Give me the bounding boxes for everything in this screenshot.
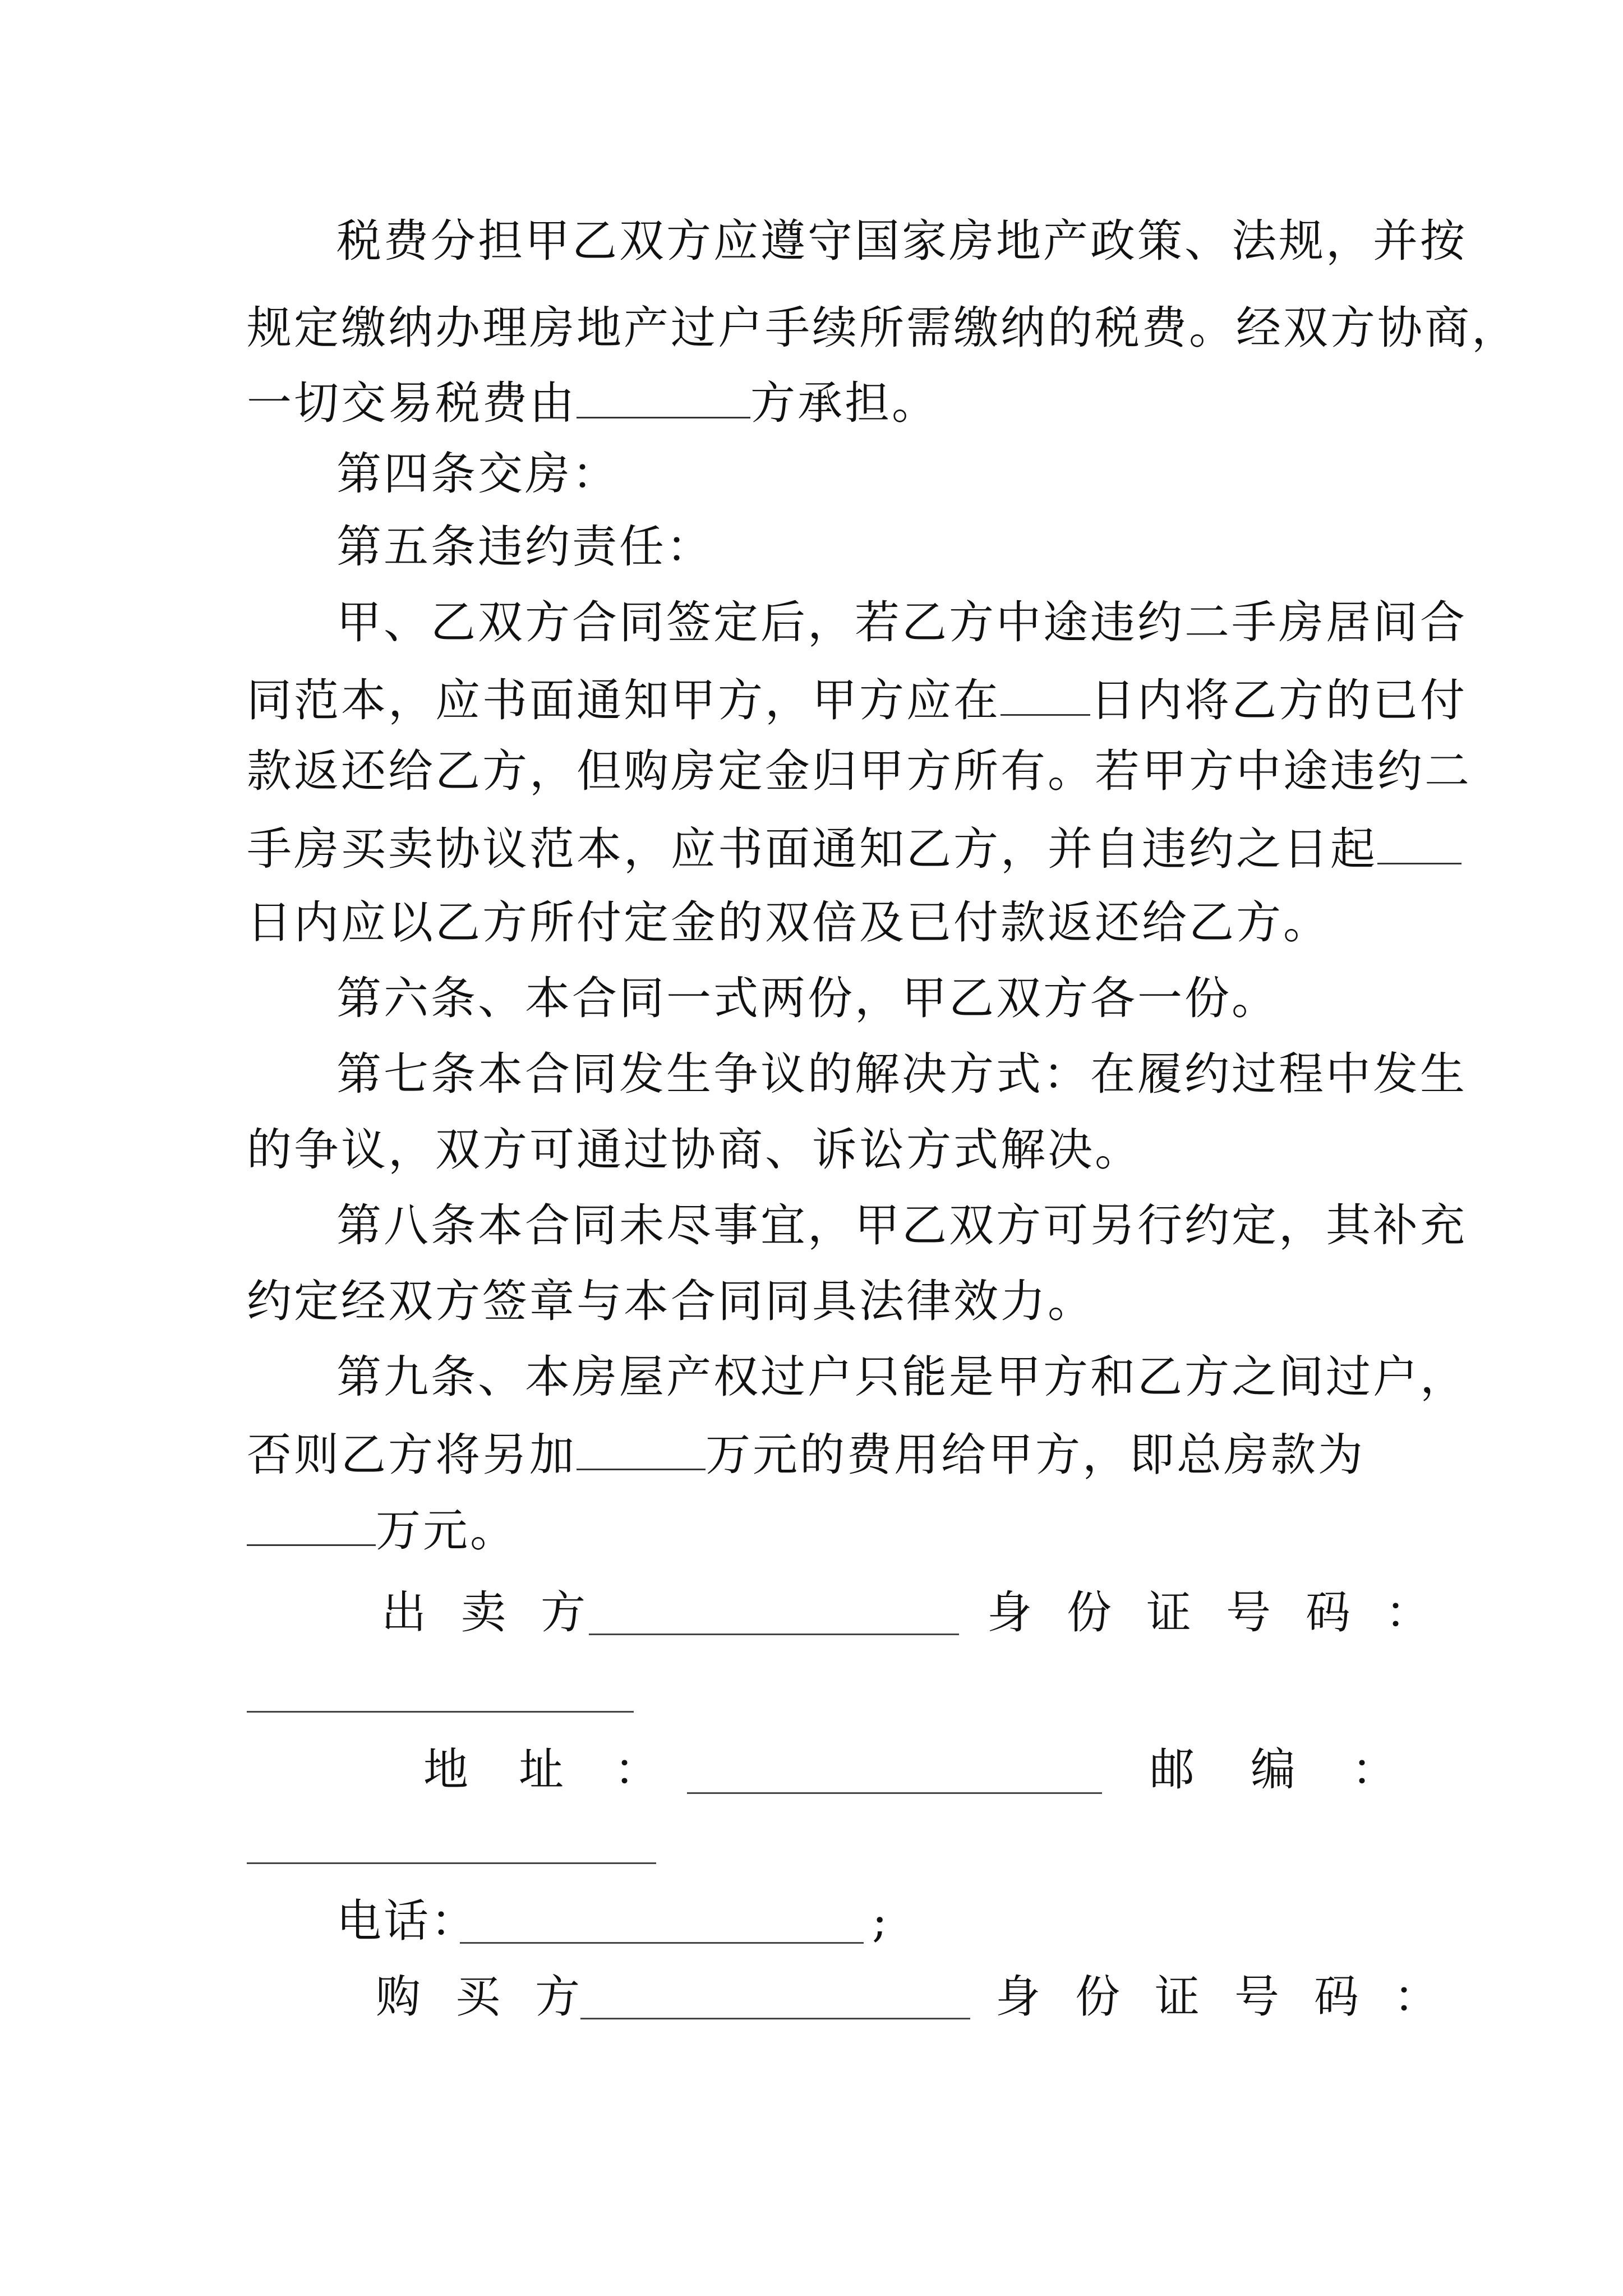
tax-paragraph-line-2: 规定缴纳办理房地产过户手续所需缴纳的税费。经双方协商， [247, 302, 1519, 354]
postcode-label: 邮编： [1150, 1743, 1453, 1796]
breach-text-post: 日内将乙方的已付 [1090, 674, 1467, 726]
article-9-line-3 [247, 1501, 517, 1559]
phone-field[interactable] [460, 1942, 864, 1944]
seller-id-field[interactable] [247, 1711, 634, 1713]
article-8-line-2: 约定经双方签章与本合同同具法律效力。 [247, 1275, 1095, 1327]
tax-paragraph-line-1: 税费分担甲乙双方应遵守国家房地产政策、法规，并按 [336, 215, 1467, 267]
article-4-heading: 第四条交房： [336, 448, 619, 500]
tax-paragraph-line-3 [247, 373, 939, 431]
phone-label: 电话： [336, 1895, 478, 1947]
tax-text-pre: 一切交易税费由 [247, 377, 577, 429]
double-refund-days-blank[interactable] [1377, 819, 1461, 864]
total-price-blank[interactable] [247, 1501, 376, 1546]
tax-party-blank[interactable] [577, 373, 750, 418]
article-9-text-end: 万元。 [376, 1504, 517, 1557]
breach-paragraph-line-2 [247, 670, 1467, 729]
breach-line-4-text: 手房买卖协议范本，应书面通知乙方，并自违约之日起 [247, 823, 1377, 875]
article-9-text-pre: 否则乙方将另加 [247, 1429, 577, 1481]
buyer-id-label: 身份证号码： [995, 1971, 1473, 2023]
breach-paragraph-line-4 [247, 819, 1461, 877]
extra-fee-blank[interactable] [577, 1425, 706, 1470]
buyer-label: 购买方 [376, 1971, 615, 2023]
article-7-line-1: 第七条本合同发生争议的解决方式：在履约过程中发生 [336, 1048, 1467, 1100]
article-9-line-2 [247, 1425, 1365, 1483]
article-8-line-1: 第八条本合同未尽事宜，甲乙双方可另行约定，其补充 [336, 1199, 1467, 1251]
tax-text-post: 方承担。 [750, 377, 939, 429]
article-6: 第六条、本合同一式两份，甲乙双方各一份。 [336, 972, 1279, 1024]
breach-paragraph-line-3: 款返还给乙方，但购房定金归甲方所有。若甲方中途违约二 [247, 745, 1472, 797]
address-label: 地址： [423, 1743, 709, 1796]
address-field[interactable] [687, 1792, 1102, 1794]
article-9-text-post: 万元的费用给甲方，即总房款为 [706, 1429, 1365, 1481]
buyer-name-field[interactable] [580, 2018, 970, 2019]
seller-label: 出卖方 [381, 1586, 620, 1639]
seller-name-field[interactable] [589, 1634, 959, 1635]
seller-id-label: 身份证号码： [987, 1586, 1465, 1639]
article-7-line-2: 的争议，双方可通过协商、诉讼方式解决。 [247, 1124, 1142, 1176]
article-9-line-1: 第九条、本房屋产权过户只能是甲方和乙方之间过户， [336, 1351, 1467, 1403]
refund-days-blank[interactable] [1000, 670, 1090, 716]
breach-paragraph-line-1: 甲、乙双方合同签定后，若乙方中途违约二手房居间合 [336, 596, 1467, 648]
postcode-field[interactable] [247, 1862, 656, 1864]
breach-paragraph-line-5: 日内应以乙方所付定金的双倍及已付款返还给乙方。 [247, 896, 1330, 949]
article-5-heading: 第五条违约责任： [336, 521, 713, 573]
phone-end: ; [872, 1895, 889, 1947]
breach-text-pre: 同范本，应书面通知甲方，甲方应在 [247, 674, 1000, 726]
